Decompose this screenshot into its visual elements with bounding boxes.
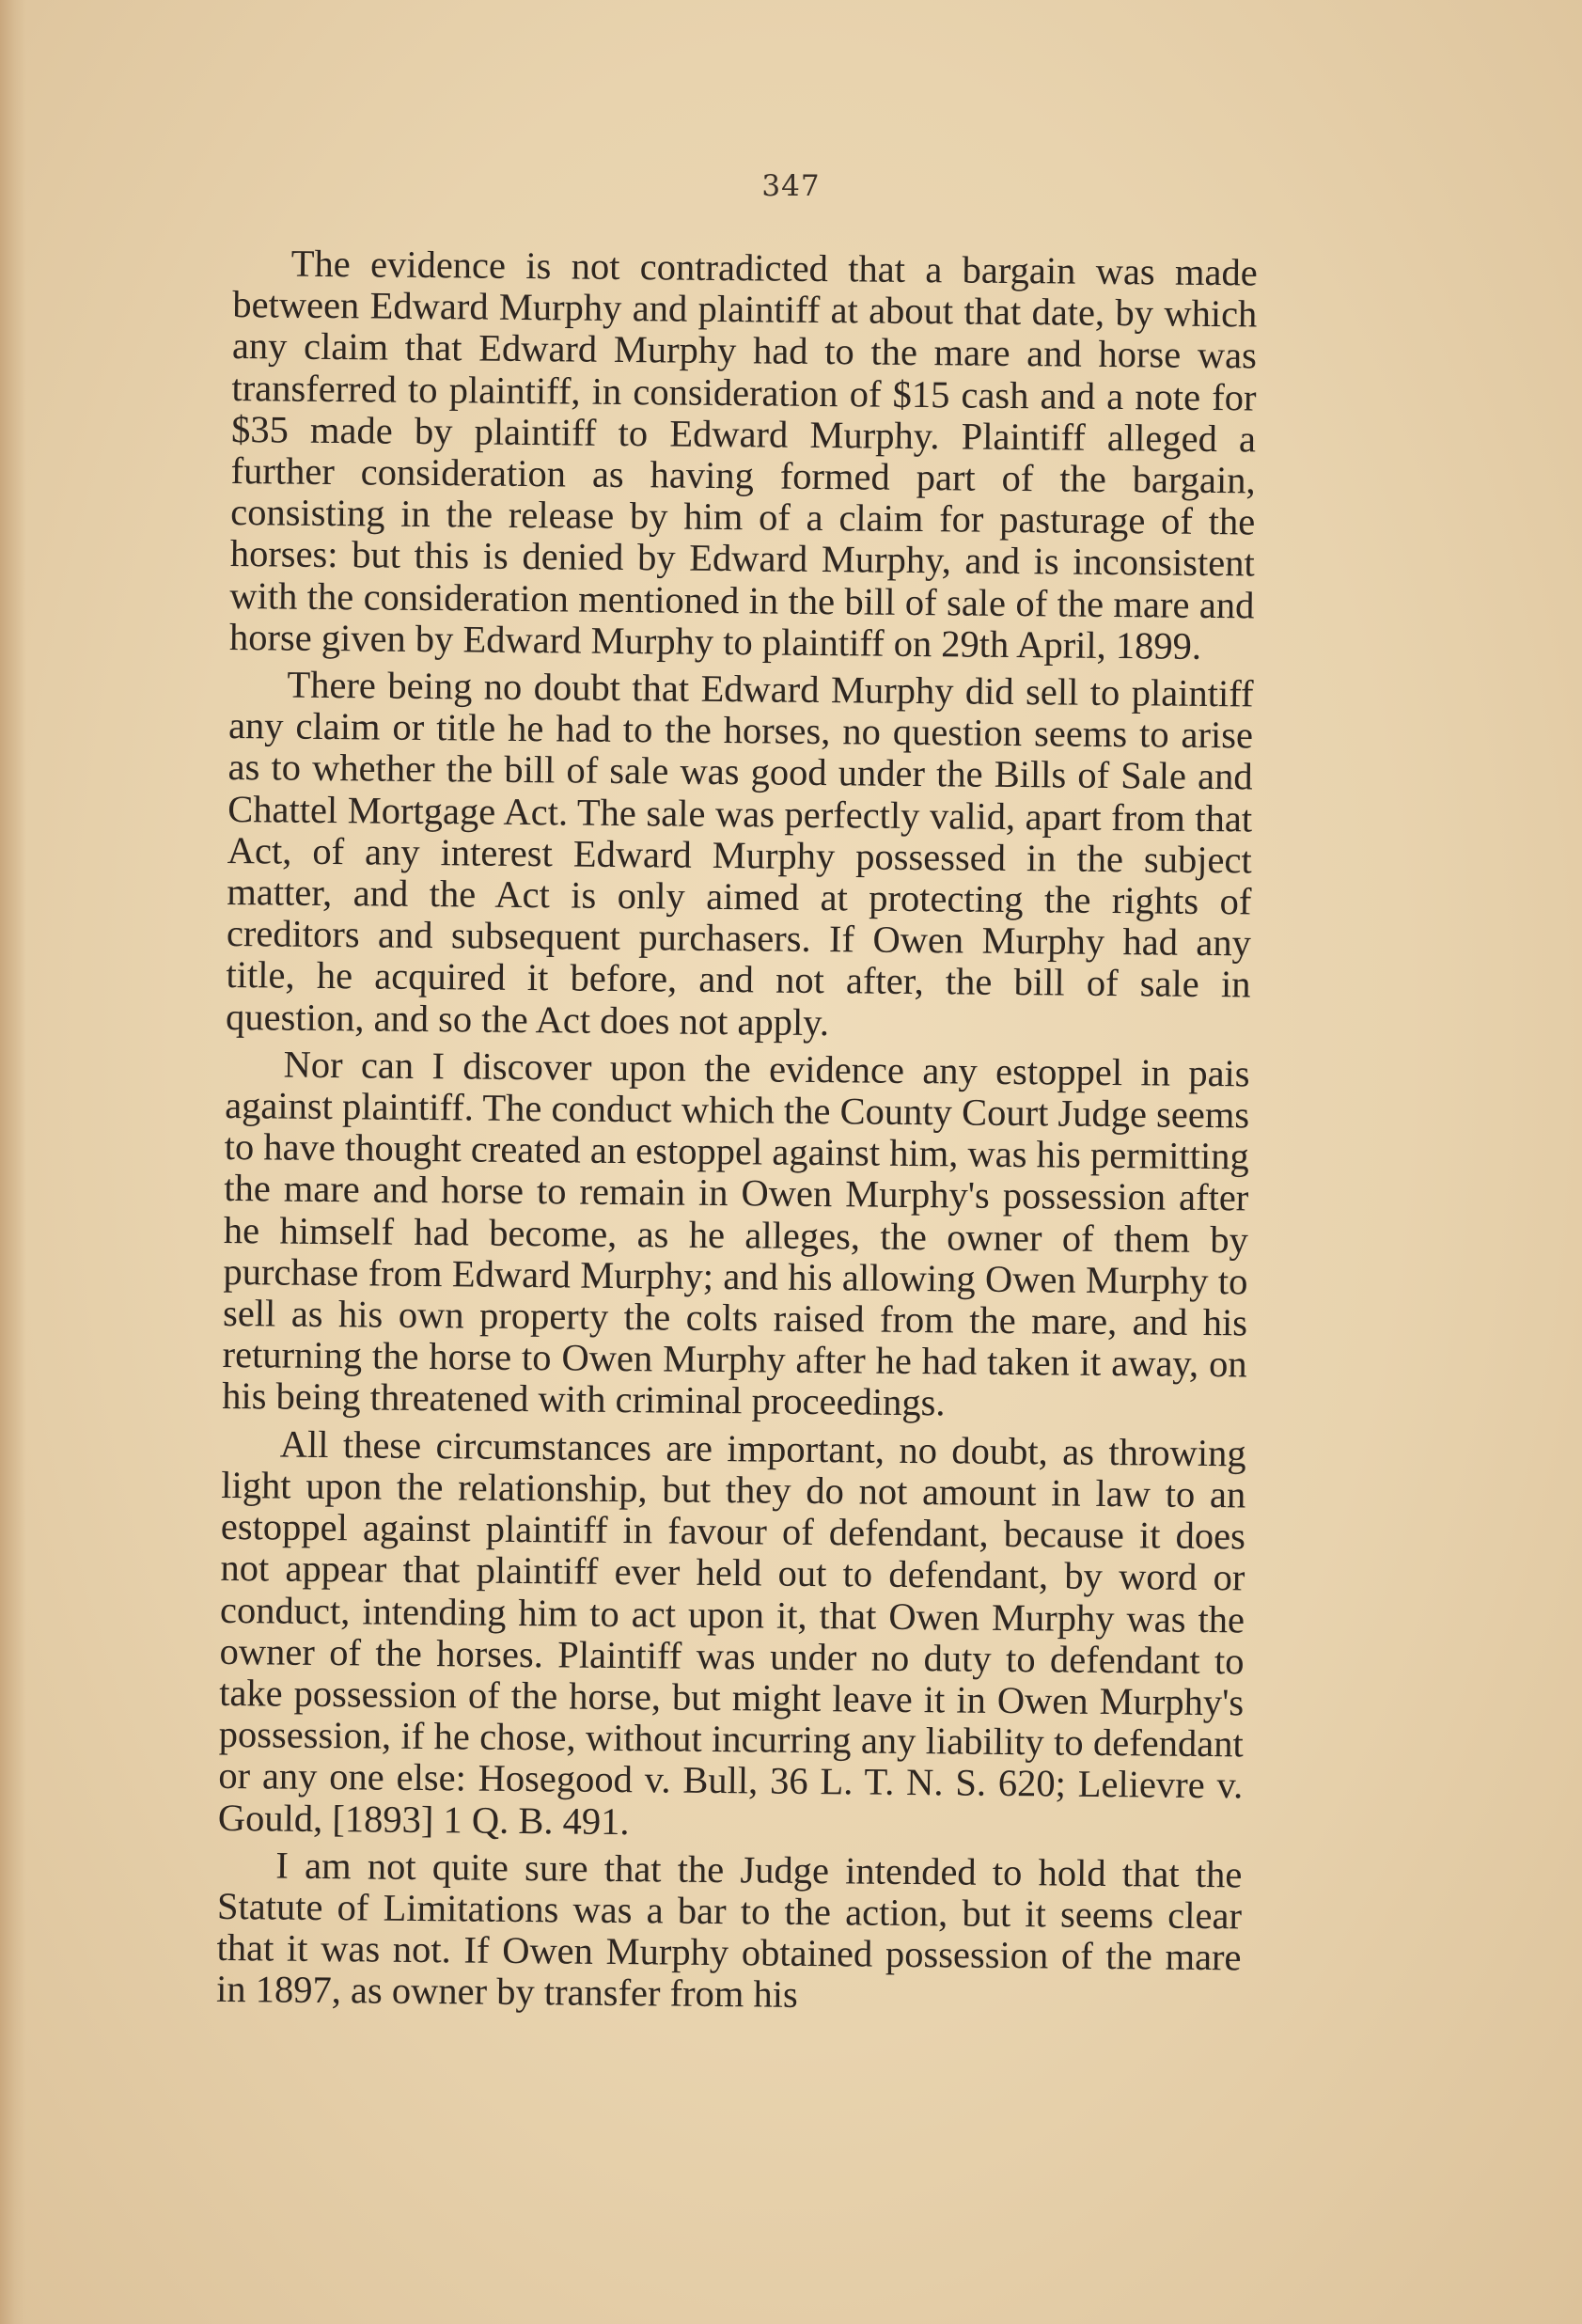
paragraph-5: I am not quite sure that the Judge intended to hold that the Statute of Limitations was a bar to the action, but it seems clear that it was not. If Owen Murphy obtained possession of the mare in 1897, as owner by transfer from his — [215, 1844, 1243, 2017]
paragraph-4: All these circumstances are important, no doubt, as throwing light upon the relationship, but they do not amount in law to an estoppel against plaintiff in favour of defendant, because it does not appear that plaintiff ever held out to defendant, by word or conduct, intending him to act upon it, that Owen Murphy was the owner of the horses. Plaintiff was under no duty to defendant to take possession of the horse, but might leave it in Owen Murphy's possession, if he chose, without incurring any liability to defendant or any one else: Hosegood v. Bull, 36 L. T. N. S. 620; Lelievre v. Gould, [1893] 1 Q. B. 491. — [217, 1422, 1246, 1843]
paragraph-1: The evidence is not contradicted that a bargain was made between Edward Murphy and plaintiff at about that date, by which any claim that Edward Murphy had to the mare and horse was transferred to plaintiff, in consideration of $15 cash and a note for $35 made by plaintiff to Edward Murphy. Plaintiff alleged a further consideration as having formed part of the bargain, consisting in the release by him of a claim for pasturage of the horses: but this is denied by Edward Murphy, and is inconsistent with the consideration mentioned in the bill of sale of the mare and horse given by Edward Murphy to plaintiff on 29th April, 1899. — [228, 242, 1258, 667]
page-number: 347 — [761, 169, 821, 203]
page-edge-shadow — [0, 0, 26, 2324]
paragraph-3: Nor can I discover upon the evidence any estoppel in pais against plaintiff. The conduct which the County Court Judge seems to have thought created an estoppel against him, was his permitting the mare and horse to remain in Owen Murphy's possession after he himself had become, as he alleges, the owner of them by purchase from Edward Murphy; and his allowing Owen Murphy to sell as his own property the colts raised from the mare, and his returning the horse to Owen Murphy after he had taken it away, on his being threatened with criminal proceedings. — [222, 1043, 1250, 1424]
paragraph-2: There being no doubt that Edward Murphy did sell to plaintiff any claim or title he had to the horses, no question seems to arise as to whether the bill of sale was good under the Bills of Sale and Chattel Mortgage Act. The sale was perfectly valid, apart from that Act, of any interest Edward Murphy possessed in the subject matter, and the Act is only aimed at protecting the rights of creditors and subsequent purchasers. If Owen Murphy had any title, he acquired it before, and not after, the bill of sale in question, and so the Act does not apply. — [225, 663, 1254, 1044]
body-text — [216, 243, 1258, 2026]
